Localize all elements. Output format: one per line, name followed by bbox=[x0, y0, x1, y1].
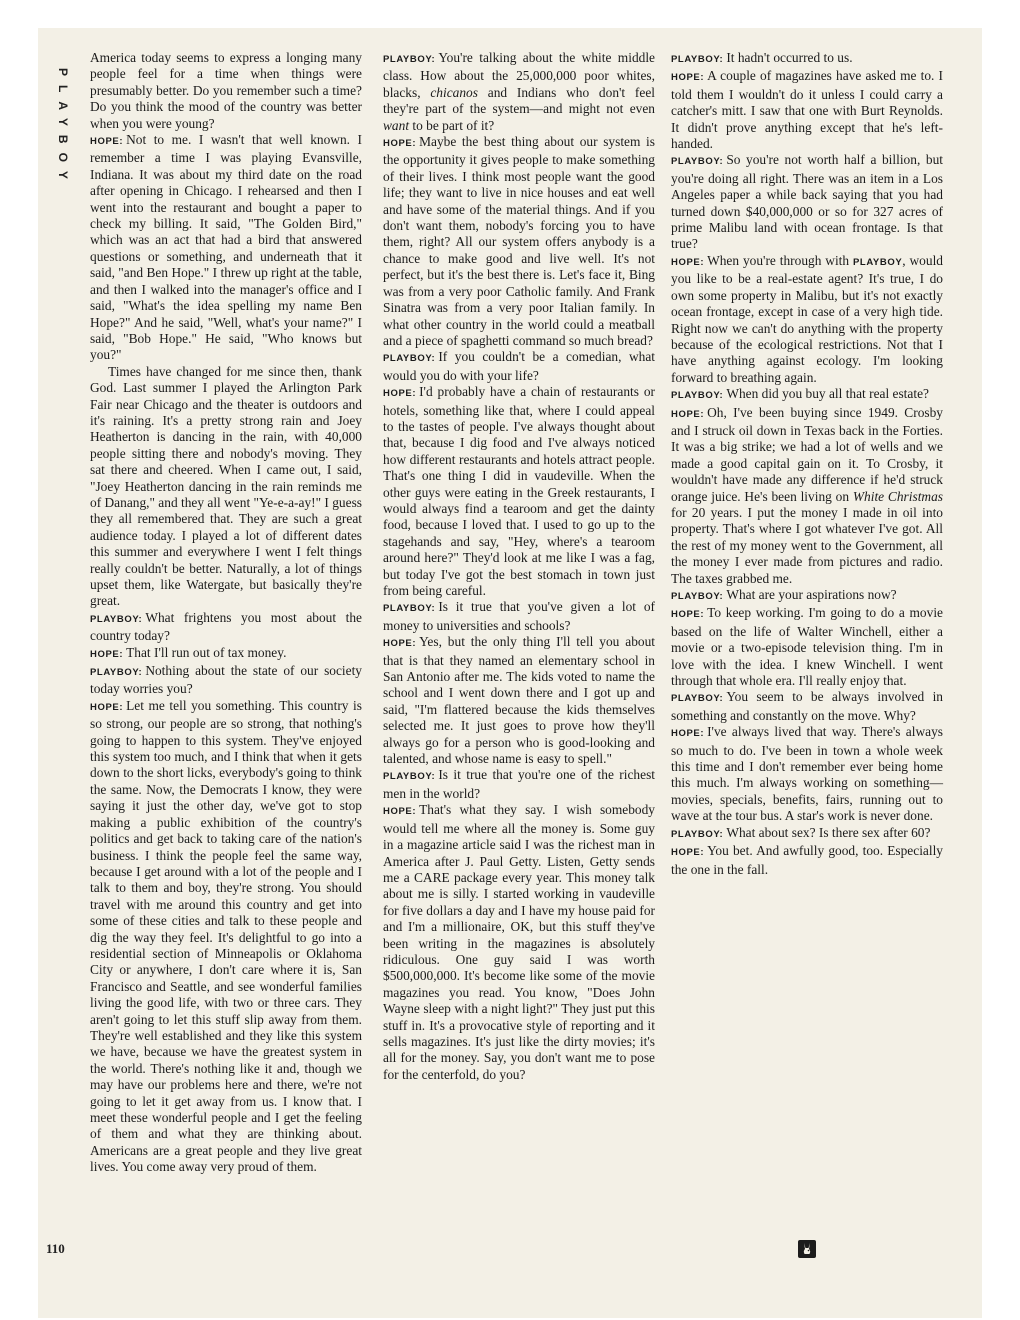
paragraph: HOPE: When you're through with PLAYBOY, would you like to be a real-estate agent? It's true, I do own some property in Malibu, but it's not exactly ocean frontage, except in case of a very high tide. Right now we can't do anything with the property because of the ecological restrictions. Not that I have anything against ecology. I'm looking forward to breathing again. bbox=[671, 252, 943, 385]
paragraph: HOPE: Let me tell you something. This country is so strong, our people are so strong, that nothing's going to happen to this system. They've enjoyed this system too much, and I think that when it gets down to the short licks, everybody's going to think the same. Now, the Democrats I know, they were saying it just the other day, we've got to stop making a public exhibition of the country's politics and get back to taking care of the nation's business. I think the people feel the same way, because I get around with a lot of the people and I talk to them and boy, they're strong. You should travel with me around this country and get into some of these cities and talk to these people and dig the way they feel. It's delightful to go into a residential section of Minneapolis or Oklahoma City or anywhere, I don't care where it is, San Francisco and Seattle, and see wonderful families living the good life, with two or three cars. They aren't going to let this stuff slip away from them. They're well established and they like this system we have, because we have the greatest system in the world. There's nothing like it and, though we may have our problems here and there, we're not going to let it get away from us. I know that. I meet these wonderful people and I get the feeling of them and what they are thinking about. Americans are a great people and they live great lives. You come away very proud of them. bbox=[90, 697, 362, 1175]
speaker-playboy: PLAYBOY: bbox=[90, 613, 143, 625]
speaker-playboy: PLAYBOY: bbox=[383, 353, 436, 365]
column-3 bbox=[671, 50, 943, 878]
speaker-hope: HOPE: bbox=[383, 638, 417, 650]
paragraph: HOPE: Maybe the best thing about our system is the opportunity it gives people to make something of their lives. I think most people want the good life; they want to live in nice houses and eat well and have some of the material things. And if you don't want them, nobody's forcing you to have them, right? All our system offers anybody is a chance to make good and live well. It's not perfect, but it's the best there is. Let's face it, Bing was from a very poor Catholic family. And Frank Sinatra was from a very poor Italian family. In what other country in the world could a meatball and a piece of spaghetti command so much bread? bbox=[383, 134, 655, 348]
paragraph: HOPE: I'd probably have a chain of restaurants or hotels, something like that, where I could appeal to the tastes of people. I've always thought about that, because I dig food and I've always noticed how different restaurants and hotels attract people. That's one thing I did in vaudeville. When the other guys were eating in the Greek restaurants, I would always find a tearoom and get the dainty food, because I loved that. I used to go up to the stagehands and say, "Hey, where's a tearoom around here?" They'd look at me like I was a fag, but today I've got the best stomach in town just from being careful. bbox=[383, 384, 655, 598]
speaker-hope: HOPE: bbox=[90, 701, 124, 713]
paragraph: PLAYBOY: What are your aspirations now? bbox=[671, 587, 897, 602]
speaker-hope: HOPE: bbox=[90, 648, 124, 660]
page-number: 110 bbox=[46, 1241, 65, 1256]
paragraph: PLAYBOY: Is it true that you're one of the richest men in the world? bbox=[383, 767, 655, 801]
paragraph: Times have changed for me since then, thank God. Last summer I played the Arlington Park Fair near Chicago and the theater is outdoors and it's raining. It's a pretty strong rain and Joey Heatherton is dancing in the rain, with 40,000 people sitting there and nobody's moving. They sat there and cheered. When I came out, I said, "Joey Heatherton dancing in the rain reminds me of Danang," and they all went "Ye-e-a-ay!" I guess they all remembered that. They are such a great audience today. I played a lot of different dates this summer and everywhere I went I felt things really couldn't be better. Naturally, a lot of things upset them, like Watergate, but basically they're great. bbox=[90, 363, 362, 609]
paragraph: HOPE: Yes, but the only thing I'll tell you about that is that they named an elementary school in San Antonio after me. The kids voted to name the school and I went down there and I got up and said, "I'm flattered because the kids themselves selected me. It just goes to prove how they'll always go for a person who is good-looking and talented, and whose name is easy to spell." bbox=[383, 634, 655, 767]
paragraph: HOPE: To keep working. I'm going to do a movie based on the life of Walter Winchell, either a movie or a two-episode television thing. I'm in love with the idea. I knew Winchell. I went through that whole era. I'll really enjoy that. bbox=[671, 605, 943, 689]
paragraph: PLAYBOY: What about sex? Is there sex after 60? bbox=[671, 824, 931, 840]
paragraph: PLAYBOY: You're talking about the white middle class. How about the 25,000,000 poor whites, blacks, chicanos and Indians who don't feel they're part of the system—and might not even want to be part of it? bbox=[383, 50, 655, 133]
speaker-hope: HOPE: bbox=[383, 806, 417, 818]
speaker-hope: HOPE: bbox=[671, 609, 705, 621]
speaker-hope: HOPE: bbox=[383, 388, 417, 400]
paragraph: PLAYBOY: So you're not worth half a billion, but you're doing all right. There was an item in a Los Angeles paper a while back saying that you had turned down $40,000,000 or so for 327 acres of prime Malibu land with ocean frontage. Is that true? bbox=[671, 152, 943, 252]
paragraph: America today seems to express a longing many people feel for a time when things were presumably better. Do you remember such a time? Do you think the mood of the country was better when you were young? bbox=[90, 50, 362, 131]
rabbit-endmark-icon bbox=[798, 1240, 816, 1258]
paragraph: PLAYBOY: Nothing about the state of our society today worries you? bbox=[90, 663, 362, 697]
speaker-playboy: PLAYBOY: bbox=[671, 828, 724, 840]
italic-word: chicanos bbox=[430, 84, 478, 100]
speaker-hope: HOPE: bbox=[90, 136, 124, 148]
speaker-hope: HOPE: bbox=[671, 408, 705, 420]
paragraph: HOPE: Oh, I've been buying since 1949. Crosby and I struck oil down in Texas back in the Forties. It was a big strike; we had a lot of wells and we made a good capital gain on it. To Crosby, it wouldn't have made any difference if he'd struck orange juice. He's been living on White Christmas for 20 years. I put the money I made in oil into property. That's where I got whatever I've got. All the rest of my money went to the Government, all the money I ever made from pictures and radio. The taxes grabbed me. bbox=[671, 404, 943, 586]
speaker-hope: HOPE: bbox=[383, 138, 417, 150]
spine-title bbox=[56, 54, 70, 244]
speaker-hope: HOPE: bbox=[671, 847, 705, 859]
speaker-hope: HOPE: bbox=[671, 72, 705, 84]
column-1 bbox=[90, 50, 362, 1176]
speaker-playboy: PLAYBOY: bbox=[671, 693, 724, 705]
paragraph: PLAYBOY: If you couldn't be a comedian, what would you do with your life? bbox=[383, 349, 655, 383]
speaker-playboy: PLAYBOY: bbox=[90, 667, 143, 679]
spine-title-text: PLAYBOY bbox=[56, 68, 70, 188]
speaker-playboy: PLAYBOY: bbox=[383, 603, 436, 615]
column-2 bbox=[383, 50, 655, 1083]
speaker-playboy: PLAYBOY: bbox=[383, 771, 436, 783]
paragraph: HOPE: I've always lived that way. There's always so much to do. I've been in town a whole week this time and I don't remember ever being home this much. I'm always working on something—movies, specials, benefits, fairs, running out to wave at the tour bus. A star's work is never done. bbox=[671, 724, 943, 824]
paragraph: PLAYBOY: You seem to be always involved in something and constantly on the move. Why? bbox=[671, 689, 943, 723]
speaker-playboy: PLAYBOY: bbox=[383, 54, 436, 65]
paragraph: HOPE: Not to me. I wasn't that well known. I remember a time I was playing Evansville, Indiana. It was about my third date on the road after opening in Chicago. I rehearsed and then I went into the restaurant and bought a paper to check my billing. It said, "The Golden Bird," which was an act that had a bird that answered questions or something, and underneath that it said, "and Ben Hope." I threw up right at the table, and then I walked into the manager's office and I said, "What's the idea spelling my name Ben Hope?" And he said, "Well, what's your name?" I said, "Bob Hope." He said, "Who knows but you?" bbox=[90, 132, 362, 363]
paragraph: HOPE: That's what they say. I wish somebody would tell me where all the money is. Some guy in a magazine article said I was the richest man in America after J. Paul Getty. Listen, Getty sends me a CARE package every year. This money talk about me is silly. I started working in vaudeville for five dollars a day and I have my house paid for and I'm a millionaire, OK, but this stuff they've been writing in the magazines is absolutely ridiculous. One guy said I was worth $500,000,000. It's become like some of the movie magazines you read. You know, "Does John Wayne sleep with a night light?" They just put this stuff in. It's a provocative style of reporting and it sells magazines. It's just like the dirty movies; it's all for the money. Say, you don't want me to pose for the centerfold, do you? bbox=[383, 802, 655, 1082]
speaker-playboy: PLAYBOY: bbox=[671, 54, 724, 65]
paragraph: PLAYBOY: It hadn't occurred to us. bbox=[671, 50, 853, 65]
paragraph: HOPE: You bet. And awfully good, too. Especially the one in the fall. bbox=[671, 843, 943, 877]
paragraph: PLAYBOY: When did you buy all that real estate? bbox=[671, 386, 929, 402]
magazine-page bbox=[38, 28, 982, 1318]
italic-title: White Christmas bbox=[852, 488, 943, 504]
speaker-playboy: PLAYBOY: bbox=[671, 390, 724, 402]
paragraph: PLAYBOY: Is it true that you've given a lot of money to universities and schools? bbox=[383, 599, 655, 633]
paragraph: HOPE: That I'll run out of tax money. bbox=[90, 644, 287, 660]
italic-word: want bbox=[383, 117, 410, 133]
paragraph: PLAYBOY: What frightens you most about the country today? bbox=[90, 609, 362, 644]
paragraph: HOPE: A couple of magazines have asked me to. I told them I wouldn't do it unless I could carry a catcher's mitt. I saw that one with Burt Reynolds. It didn't prove anything except that he's left-handed. bbox=[671, 68, 943, 152]
speaker-hope: HOPE: bbox=[671, 256, 705, 268]
speaker-playboy: PLAYBOY: bbox=[671, 156, 724, 168]
speaker-playboy: PLAYBOY: bbox=[671, 591, 724, 602]
speaker-hope: HOPE: bbox=[671, 728, 705, 740]
playboy-smallcaps: PLAYBOY bbox=[853, 256, 903, 268]
